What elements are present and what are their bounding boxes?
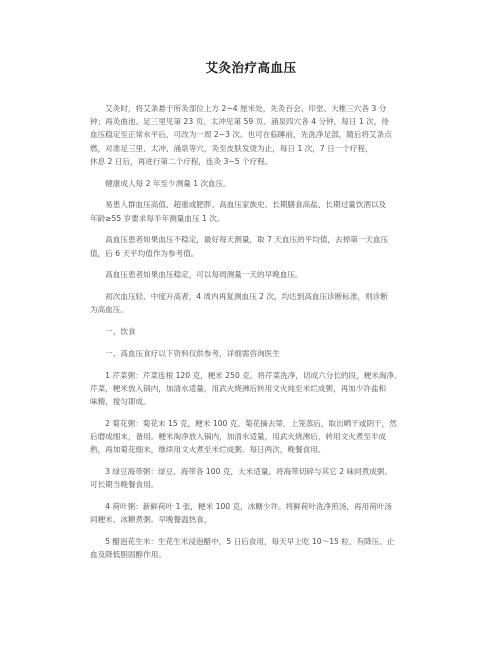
recipe-mungbean-kelp-porridge: 3 绿豆海带粥：绿豆、海带各 100 克，大米适量。将海带切碎与其它 2 味同煮成粥。 可长期当晚餐食用。 [90, 467, 393, 490]
paragraph-diagnosis: 初次血压轻、中度升高者，4 周内再复测血压 2 次，均达到高血压诊断标准，则诊断 为高血压。 [90, 292, 388, 315]
paragraph-stable-bp: 高血压患者如果血压稳定，可以每周测量一天的早晚血压。 [90, 270, 303, 280]
recipe-chrysanthemum-porridge: 2 菊花粥：菊花末 15 克，粳米 100 克。菊花摘去蒂，上笼蒸后，取出晒干或阴干，然 后磨成细末，备用。粳米淘净放入锅内，加清水适量，用武火烧沸后，转用文火煮至半成 熟，再加菊花细末，继续用文火煮至米烂成粥。每日两次，晚餐食用。 [90, 419, 397, 455]
paragraph-unstable-bp: 高血压患者如果血压不稳定，最好每天测量，取 7 天血压的平均值，去掉第一天血压 值，后 6 天平均值作为参考值。 [90, 235, 389, 258]
recipe-celery-porridge: 1 芹菜粥：芹菜连根 120 克，粳米 250 克。将芹菜洗净，切成六分长的段，粳米淘净。 芹菜，粳米放入锅内，加清水适量，用武火烧沸后转用文火炖至米烂成粥，再加少许盐和 味精，搅匀即成。 [90, 370, 402, 407]
page-title: 艾灸治疗高血压 [205, 60, 297, 75]
recipe-lotus-leaf-porridge: 4 荷叶粥：新鲜荷叶 1 张，粳米 100 克，冰糖少许。将鲜荷叶洗净煎汤，再用荷叶汤 同粳米、冰糖煮粥。早晚餐温热食。 [90, 502, 393, 525]
heading-diet: 一、饮食 [90, 327, 136, 337]
paragraph-moxibustion-method: 艾灸时，将艾条悬于所灸部位上方 2~4 厘米处，先灸百会、印堂、大椎三穴各 3 分 钟；再灸曲池、足三里见第 23 页、太冲见第 59 页、涌泉四穴各 4 分钟，每日 1 次，待 血压稳定至正常水平后，可改为一周 2~3 次。也可在临睡前，先洗净足部，随后将艾条点 燃，对准足三里、太冲、涌泉等穴，灸至皮肤发烫为止，每日 1 次，7 日一个疗程， 休息 2 日后，再进行第二个疗程，连灸 3~5 个疗程。 [90, 104, 392, 166]
heading-food-therapy: 一、高血压食疗以下资料仅供参考，详细需咨询医生 [90, 349, 280, 358]
document-body [90, 102, 420, 570]
recipe-vinegar-peanuts: 5 醋泡花生米：生花生米浸泡醋中，5 日后食用，每天早上吃 10～15 粒，有降压、止 血及降低胆固醇作用。 [90, 537, 395, 560]
paragraph-adult-bp-check: 健康成人每 2 年至少测量 1 次血压。 [90, 178, 231, 188]
paragraph-risk-group: 易患人群血压高值、超重或肥胖、高血压家族史、长期膳食高盐、长期过量饮酒以及 年龄≥55 岁要求每半年测量血压 1 次。 [90, 200, 387, 223]
